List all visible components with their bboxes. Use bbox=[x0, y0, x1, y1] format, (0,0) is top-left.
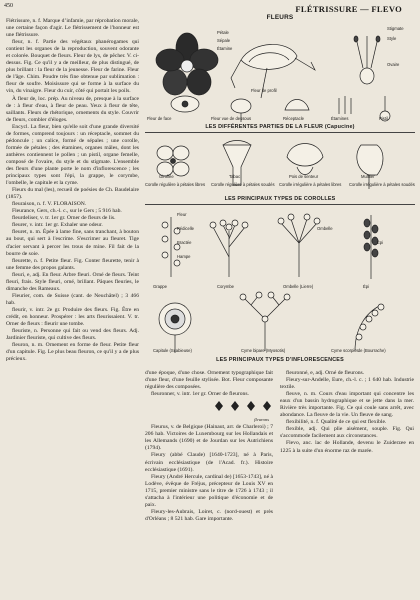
label-mufflier: Mufflier bbox=[361, 174, 375, 179]
dictionary-entry: Fleurance, Gers, ch.-l. c., sur le Gers ; 5 916 hab. bbox=[12, 208, 122, 215]
section-title-inflorescences: LES PRINCIPAUX TYPES D'INFLORESCENCES bbox=[216, 357, 344, 363]
dictionary-entry: fleuri, e, adj. En fleur. Arbre fleuri. Orné de fleurs. Teint fleuri, frais. Style fleuri, orné, brillant. Pâques fleuries, le dimanche des Rameaux. bbox=[6, 271, 139, 292]
label-ombelle-lierre: Ombelle (Lierre) bbox=[283, 284, 314, 289]
dictionary-entry: Fleury (André Hercule, cardinal de) [1653-1743], né à Lodève, évêque de Fréjus, précepteur de Louis XV en 1715, premier ministre sans le titre de 1726 à 1743 ; il s'attacha à l'intérieur une politique d'économie et de paix. bbox=[145, 473, 273, 508]
label-pistil: Pistil bbox=[379, 116, 388, 121]
dictionary-entry: Encycl. La fleur, bien qu'elle soit d'une grande diversité de formes, comprend toujours : un réceptacle, sommet du pédoncule ; un calice, formé de sépales ; une corolle, formée de pétales ; des étamines, organes mâles, dont les anthères contiennent le pollen ; un pistil, organe femelle, composé de l'ovaire, du style et du stigmate. L'ensemble des fleurs d'une plante porte le nom d'inflorescence ; les principaux types sont l'épi, la grappe, le corymbe, l'ombelle, le capitule et la cyme. bbox=[6, 123, 139, 187]
label-style: Style bbox=[387, 36, 397, 41]
dictionary-entry: Fleurs du mal (les), recueil de poésies de Ch. Baudelaire (1857). bbox=[6, 187, 139, 201]
dictionary-entry: fleurir, v. intr. 2e gr. Produire des fleurs. Fig. Être en crédit, en honneur. Prospérer : les arts fleurissaient. V. tr. Orner de fleurs : fleurir une tombe. bbox=[6, 306, 139, 328]
label-corolle-irreg-soudes: Corolle irrégulière à pétales soudés bbox=[349, 182, 415, 187]
label-fleur: Fleur bbox=[177, 212, 187, 217]
page-number: 450 bbox=[4, 3, 13, 9]
dictionary-entry: fleuret, n. m. Épée à lame fine, sans tranchant, à bouton au bout, qui sert à l'escrime. S'escrimer au fleuret. Tige d'acier servant à percer les trous de mine. Fil fait de la bourre de soie. bbox=[6, 229, 139, 257]
dictionary-entry: Fleury-les-Aubrais, Loiret, c. (nord-ouest) et près d'Orléans ; 8 521 hab. Gare importante. bbox=[145, 508, 273, 522]
section-title-corolles: LES PRINCIPAUX TYPES DE COROLLES bbox=[224, 196, 336, 202]
label-capitule: Capitule (Scabieuse) bbox=[153, 348, 192, 353]
running-header: FLÉTRISSURE — FLEVO bbox=[295, 4, 402, 14]
label-hampe: Hampe bbox=[177, 254, 191, 259]
dictionary-entry: fleuve, n. m. Cours d'eau important qui concentre les eaux d'un bassin hydrographique et se jette dans la mer. Rivière très importante. Fig. Ce qui coule sans arrêt, avec abondance. La fleuve de la vie. Un fleuve de sang. bbox=[280, 391, 414, 419]
text-column-right bbox=[280, 370, 414, 596]
label-ombelle-top: Ombelle bbox=[317, 226, 333, 231]
label-pedicelle: Pédicelle bbox=[177, 226, 194, 231]
dictionary-entry: flexibilité, n. f. Qualité de ce qui est flexible. bbox=[286, 419, 387, 426]
botanical-plate bbox=[145, 14, 415, 366]
dictionary-entry: fleurette, n. f. Petite fleur. Fig. Conter fleurette, tenir à une femme des propos galants. bbox=[6, 257, 139, 271]
plate-divider bbox=[145, 132, 415, 133]
label-etamines: Étamines bbox=[331, 116, 349, 121]
label-pois: Pois de senteur bbox=[289, 174, 319, 179]
fleurons-caption: fleurons bbox=[254, 417, 269, 423]
dictionary-entry: fleur, n. f. Partie des végétaux phanérogames qui contient les organes de la reproduction, souvent odorante et colorée. Bouquet de fleurs. Fleur de lys, de pêcher. V. ci-dessus. Fig. Ce qu'il y a de meilleur, de plus distingué, de plus brillant : la fleur de la jeunesse. Fleur de farine. Fleur de l'âge. Chim. Poudre très fine obtenue par sublimation : fleur de soufre. Moisissure qui se forme à la surface du vin, du vinaigre. Fleur du cuir, côté qui portait les poils. bbox=[6, 39, 139, 95]
text-column-middle bbox=[145, 370, 273, 596]
label-epi-top: Épi bbox=[377, 240, 384, 245]
label-tabac: Tabac bbox=[229, 174, 241, 179]
label-corolle-irreg-libres: Corolle irrégulière à pétales libres bbox=[279, 182, 342, 187]
dictionary-entry: fleuraison, n. f. V. FLORAISON. bbox=[12, 201, 87, 208]
dictionary-entry: Fleurier, com. de Suisse (cant. de Neuchâtel) ; 3 466 hab. bbox=[6, 292, 139, 306]
text-column-left bbox=[6, 18, 139, 594]
label-stigmate: Stigmate bbox=[387, 26, 404, 31]
label-grappe: Grappe bbox=[153, 284, 167, 289]
dictionary-entry: À fleur de, loc. prép. Au niveau de, presque à la surface de : à fleur d'eau, à fleur de peau. Yeux à fleur de tête, saillants. Fleurs de rhétorique, ornements du style. Couvrir de fleurs, combler d'éloges. bbox=[6, 95, 139, 123]
section-title-parts: LES DIFFÉRENTES PARTIES DE LA FLEUR (Capucine) bbox=[205, 124, 355, 130]
dictionary-entry: Fleury-sur-Andelle, Eure, ch.-l. c. ; 1 640 hab. Industrie textile. bbox=[280, 377, 414, 391]
dictionary-entry: fleuronner, v. intr. 1er gr. Orner de fleurons. bbox=[151, 391, 249, 398]
label-receptacle: Réceptacle bbox=[283, 116, 304, 121]
dictionary-entry: Fleurus, v. de Belgique (Hainaut, arr. de Charleroi) ; 7 206 hab. Victoires de Luxembourg sur les Hollandais et les Allemands (1690) et de Jourdan sur les Autrichiens (1794). bbox=[145, 424, 273, 452]
plate-title: FLEURS bbox=[266, 14, 294, 21]
label-corymbe: Corymbe bbox=[217, 284, 234, 289]
label-cyme-scorpioide: Cyme scorpioïde (Bourrache) bbox=[331, 348, 386, 353]
label-petale: Pétale bbox=[217, 30, 229, 35]
label-corolle-reg-libres: Corolle régulière à pétales libres bbox=[145, 182, 206, 187]
dictionary-entry: Fleury (abbé Claude) [1640-1723], né à Paris, écrivain ecclésiastique (de l'Acad. fr.). Histoire ecclésiastique (1691). bbox=[145, 452, 273, 473]
corolla-types-illustration bbox=[145, 135, 415, 205]
label-ovaire: Ovaire bbox=[387, 62, 400, 67]
label-etamine: Étamine bbox=[217, 46, 233, 51]
fleuron-ornaments bbox=[145, 399, 273, 423]
label-fleur-de-face: Fleur de face bbox=[147, 116, 172, 121]
label-epi: Épi bbox=[363, 284, 370, 289]
label-fleur-dessous: Fleur vue de dessous bbox=[211, 116, 252, 121]
dictionary-entry: fleurdeliser, v. tr. 1er gr. Orner de fleurs de lis. bbox=[12, 215, 116, 222]
dictionary-entry: fleurer, v. intr. 1er gr. Exhaler une odeur. bbox=[12, 222, 103, 229]
label-giroflee: Giroflée bbox=[159, 174, 174, 179]
label-corolle-reg-soudes: Corolle régulière à pétales soudés bbox=[211, 182, 275, 187]
plate-divider bbox=[145, 204, 415, 205]
label-fleur-de-profil: Fleur de profil bbox=[251, 88, 277, 93]
label-bractee: Bractée bbox=[177, 240, 192, 245]
dictionary-entry: fleuron, n. m. Ornement en forme de fleur. Petite fleur d'un capitule. Fig. Le plus beau fleuron, ce qu'il y a de plus précieux. bbox=[6, 342, 139, 363]
label-cyme-bipare: Cyme bipare (Myosotis) bbox=[241, 348, 286, 353]
dictionary-entry: Flevo, anc. lac de Hollande, devenu le Zuiderzee en 1225 à la suite d'un énorme raz de marée. bbox=[280, 440, 414, 454]
label-sepale: Sépale bbox=[217, 38, 231, 43]
dictionary-entry: d'une époque, d'une chose. Ornement typographique fait d'une fleur, d'une feuille stylisée. Bot. Fleur composante régulière des composées. bbox=[145, 370, 273, 391]
dictionary-entry: fleuronné, e, adj. Orné de fleurons. bbox=[286, 370, 365, 376]
dictionary-entry: fleuriste, n. Personne qui fait ou vend des fleurs. Adj. Jardinier fleuriste, qui cultive des fleurs. bbox=[6, 328, 139, 342]
dictionary-entry: flexible, adj. Qui plie aisément, souple. Fig. Qui s'accommode facilement aux circonstances. bbox=[280, 426, 414, 440]
dictionary-entry: Flétrissure, n. f. Marque d’infamie, par réprobation morale, une certaine façon d'agir. Le flétrissement de l'honneur est une flétrissure. bbox=[6, 18, 139, 39]
flower-parts-illustration bbox=[145, 22, 415, 126]
